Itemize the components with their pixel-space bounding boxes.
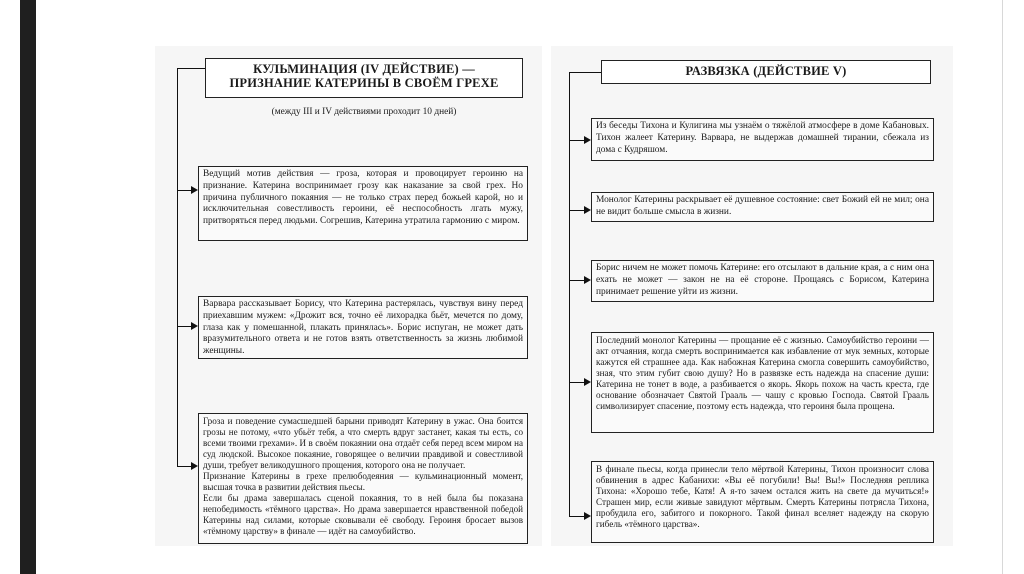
denouement-box-1-text: Из беседы Тихона и Кулигина мы узнаём о тяжёлой атмосфере в доме Кабановых. Тихон жалеет Катерину. Варвара, не выдержав домашней тирании, сбежала из дома с Кудряшом. — [596, 121, 929, 155]
culmination-box-3-para-1: Гроза и поведение сумасшедшей барыни приводят Катерину в ужас. Она боится грозы не потому, «что убьёт тебя, а что смерть вдруг застанет, какая ты есть, со всеми твоими грехами». И в своём покаянии она отдаёт себя перед всем миром на суд людской. Высокое покаяние, говорящее о величии правдивой и совестливой души, требует великодушного прощения, которого она не получает. — [203, 416, 523, 470]
connector-top — [569, 72, 601, 73]
denouement-box-5-text: В финале пьесы, когда принесли тело мёртвой Катерины, Тихон произносит слова обвинения в адрес Кабанихи: «Вы её погубили! Вы! Вы!» Последняя реплика Тихона: «Хорошо тебе, Катя! А я-то зачем остался жить на свете да мучиться!» Страшен мир, если живые завидуют мёртвым. Смерть Катерины потрясла Тихона, пробудила его, забитого и покорного. Такой финал вселяет надежду на скорую гибель «тёмного царства». — [596, 464, 929, 529]
arrow-right-icon — [584, 136, 591, 144]
denouement-box-5 — [591, 461, 934, 543]
arrow-right-icon — [584, 378, 591, 386]
culmination-box-3 — [198, 413, 528, 544]
culmination-title-box — [205, 58, 523, 98]
right-edge-line — [1002, 0, 1003, 574]
arrow-right-icon — [191, 462, 198, 470]
culmination-box-1-text: Ведущий мотив действия — гроза, которая и провоцирует героиню на признание. Катерина воспринимает грозу как наказание за свой грех. Но причина публичного покаяния — не только страх перед божьей карой, но и исключительная совестливость героини, её неспособность лгать мужу, притворяться перед людьми. Согрешив, Катерина утратила гармонию с миром. — [203, 169, 523, 227]
culmination-title-line2: ПРИЗНАНИЕ КАТЕРИНЫ В СВОЁМ ГРЕХЕ — [229, 75, 499, 90]
culmination-box-1 — [198, 166, 528, 241]
denouement-title-box — [601, 60, 931, 84]
connector-vertical — [177, 68, 178, 340]
denouement-box-2 — [591, 192, 934, 222]
arrow-right-icon — [584, 276, 591, 284]
connector-top — [177, 68, 205, 69]
denouement-box-3-text: Борис ничем не может помочь Катерине: его отсылают в дальние края, а с ним она ехать не может — закон не на её стороне. Прощаясь с Борисом, Катерина принимает решение уйти из жизни. — [596, 263, 929, 297]
arrow-right-icon — [584, 512, 591, 520]
culmination-subtitle: (между III и IV действиями проходит 10 дней) — [271, 107, 457, 117]
connector-vertical — [569, 72, 570, 517]
arrow-right-icon — [191, 322, 198, 330]
culmination-box-3-para-2: Признание Катерины в грехе прелюбодеяния — кульминационный момент, высшая точка в развитии действия пьесы. — [203, 471, 523, 492]
right-page — [551, 46, 953, 546]
culmination-box-2-text: Варвара рассказывает Борису, что Катерина растерялась, чувствуя вину перед приехавшим мужем: «Дрожит вся, точно её лихорадка бьёт, мечется по дому, глаза как у помешанной, плакать принялась». Борис испуган, не может дать вразумительного ответа и не готов взять ответственность за жизнь любимой женщины. — [203, 299, 523, 357]
denouement-box-4-text: Последний монолог Катерины — прощание её с жизнью. Самоубийство героини — акт отчаяния, когда смерть воспринимается как избавление от мук земных, которые кажутся ей страшнее ада. Как набожная Катерина смогла совершить самоубийство, зная, что этим губит свою душу? Но в развязке есть надежда на спасение души: Катерина не тонет в воде, а разбивается о якорь. Якорь похож на часть креста, где основание обозначает Святой Грааль — чашу с кровью Господа. Святой Грааль символизирует спасение, поэтому есть надежда, что героиня была прощена. — [596, 335, 929, 411]
culmination-title-line1: КУЛЬМИНАЦИЯ (IV ДЕЙСТВИЕ) — — [253, 62, 475, 76]
arrow-right-icon — [191, 186, 198, 194]
left-page — [155, 46, 542, 546]
denouement-box-4 — [591, 332, 934, 433]
arrow-right-icon — [584, 206, 591, 214]
connector-vertical-lower — [177, 326, 178, 466]
denouement-box-2-text: Монолог Катерины раскрывает её душевное состояние: свет Божий ей не мил; она не видит больше смысла в жизни. — [596, 195, 929, 217]
culmination-box-2 — [198, 296, 528, 359]
left-dark-bar — [20, 0, 36, 574]
culmination-box-3-para-3: Если бы драма завершалась сценой покаяния, то в ней была бы показана непобедимость «тёмного царства». Но драма завершается нравственной победой Катерины над силами, которые сковывали её свободу. Героиня бросает вызов «тёмному царству» в финале — идёт на самоубийство. — [203, 493, 523, 536]
denouement-box-1 — [591, 118, 934, 161]
denouement-title: РАЗВЯЗКА (ДЕЙСТВИЕ V) — [685, 64, 847, 78]
denouement-box-3 — [591, 260, 934, 302]
